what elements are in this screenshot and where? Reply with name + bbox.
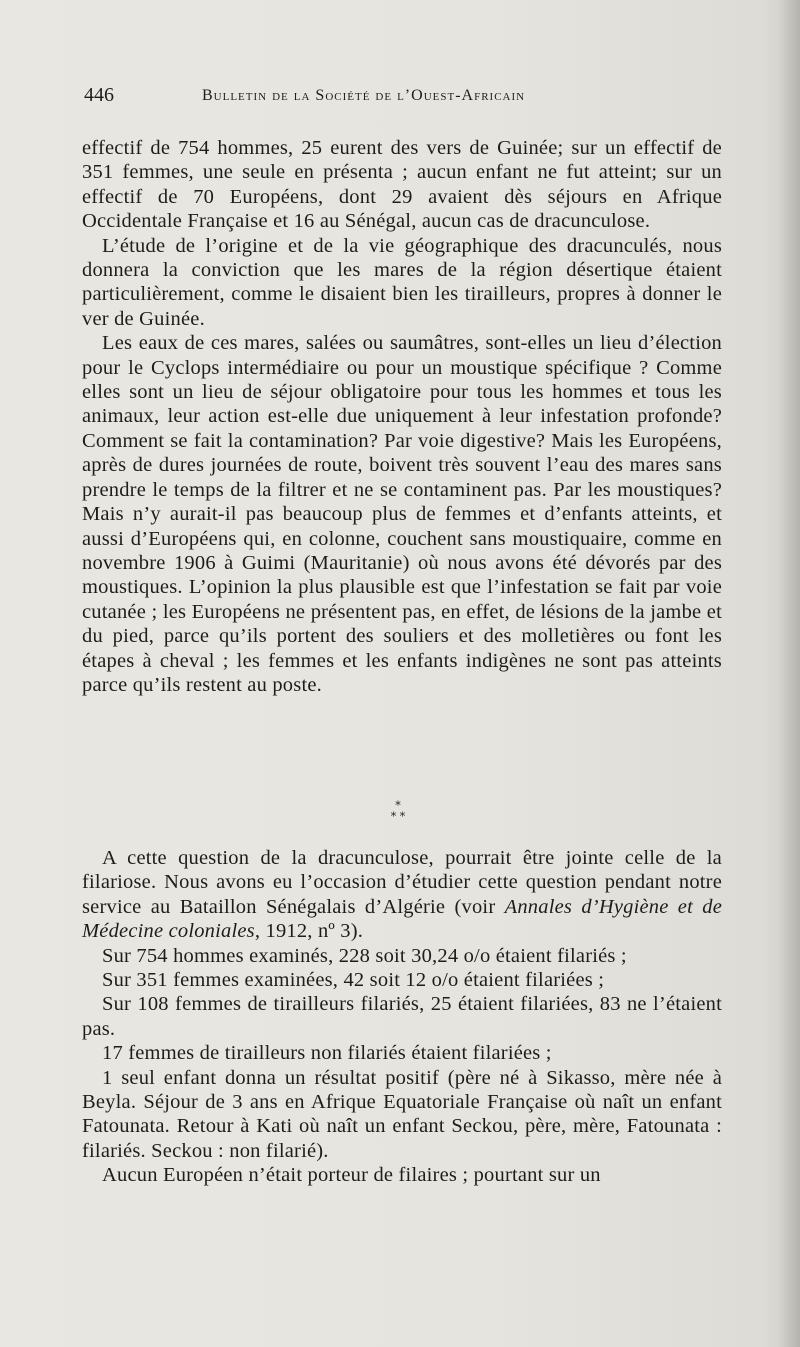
paragraph: 17 femmes de tirailleurs non filariés étaient filariées ; [102,1042,552,1065]
paragraph: Sur 351 femmes examinées, 42 soit 12 o/o étaient filariées ; [102,969,605,992]
text-block-dracunculose [82,136,722,697]
paragraph: Sur 108 femmes de tirailleurs filariés, 25 étaient filariées, 83 ne l’étaient pas. [82,993,722,1040]
paragraph: 1 seul enfant donna un résultat positif (père né à Sikasso, mère née à Beyla. Séjour de 3 ans en Afrique Equatoriale Française où naît un enfant Fatounata. Retour à Kati où naît un enfant Seckou, père, mère, Fatounata : filariés. Seckou : non filarié). [82,1066,722,1162]
paragraph: effectif de 754 hommes, 25 eurent des vers de Guinée; sur un effectif de 351 femmes, une seule en présenta ; aucun enfant ne fut atteint; sur un effectif de 70 Européens, dont 29 avaient dès séjours en Afrique Occidentale Française et 16 au Sénégal, aucun cas de dracunculose. [82,137,722,233]
separator-asterisk-top: * [395,799,401,812]
paragraph: L’étude de l’origine et de la vie géographique des dracunculés, nous donnera la conviction que les mares de la région désertique étaient particulièrement, comme le disaient bien les tirailleurs, propres à donner le ver de Guinée. [82,234,722,330]
intro-text-before: A cette question de la dracunculose, pourrait être jointe celle de la filariose. Nous avons eu l’occasion d’étudier cette question pendant notre service au Bataillon Sénégalais d’Algérie (voir [82,847,722,918]
journal-title: Annales d’Hygiène et de Médecine coloniales [82,895,722,943]
paragraph: Sur 754 hommes examinés, 228 soit 30,24 o/o étaient filariés ; [102,944,627,967]
separator-asterisks-bottom: * * [390,810,406,823]
page-gutter-shadow [778,0,800,1347]
intro-text-after: , 1912, nº 3). [254,920,364,943]
running-title: Bulletin de la Société de l’Ouest-Africain [202,87,526,104]
text-block-filariose [82,846,722,1188]
page-header [84,84,724,114]
page-number: 446 [84,84,114,106]
paragraph: Les eaux de ces mares, salées ou saumâtres, sont-elles un lieu d’élection pour le Cyclops intermédiaire ou pour un moustique spécifique ? Comme elles sont un lieu de séjour obligatoire pour tous les hommes et tous les animaux, leur action est-elle due uniquement à leur infestation profonde? Comment se fait la contamination? Par voie digestive? Mais les Européens, après de dures journées de route, boivent très souvent l’eau des mares sans prendre le temps de la filtrer et ne se contaminent pas. Par les moustiques? Mais n’y aurait-il pas beaucoup plus de femmes et d’enfants atteints, et aussi d’Européens qui, en colonne, couchent sans moustiquaire, comme en novembre 1906 à Guimi (Mauritanie) où nous avons été dévorés par des moustiques. L’opinion la plus plausible est que l’infestation se fait par voie cutanée ; les Européens ne présentent pas, en effet, de lésions de la jambe et du pied, parce qu’ils portent des souliers et des molletières ou font les étapes à cheval ; les femmes et les enfants indigènes ne sont pas atteints parce qu’ils restent au poste. [82,332,722,696]
section-separator [380,800,416,830]
paragraph: Aucun Européen n’était porteur de filaires ; pourtant sur un [102,1164,601,1187]
paragraph-intro [82,846,722,944]
